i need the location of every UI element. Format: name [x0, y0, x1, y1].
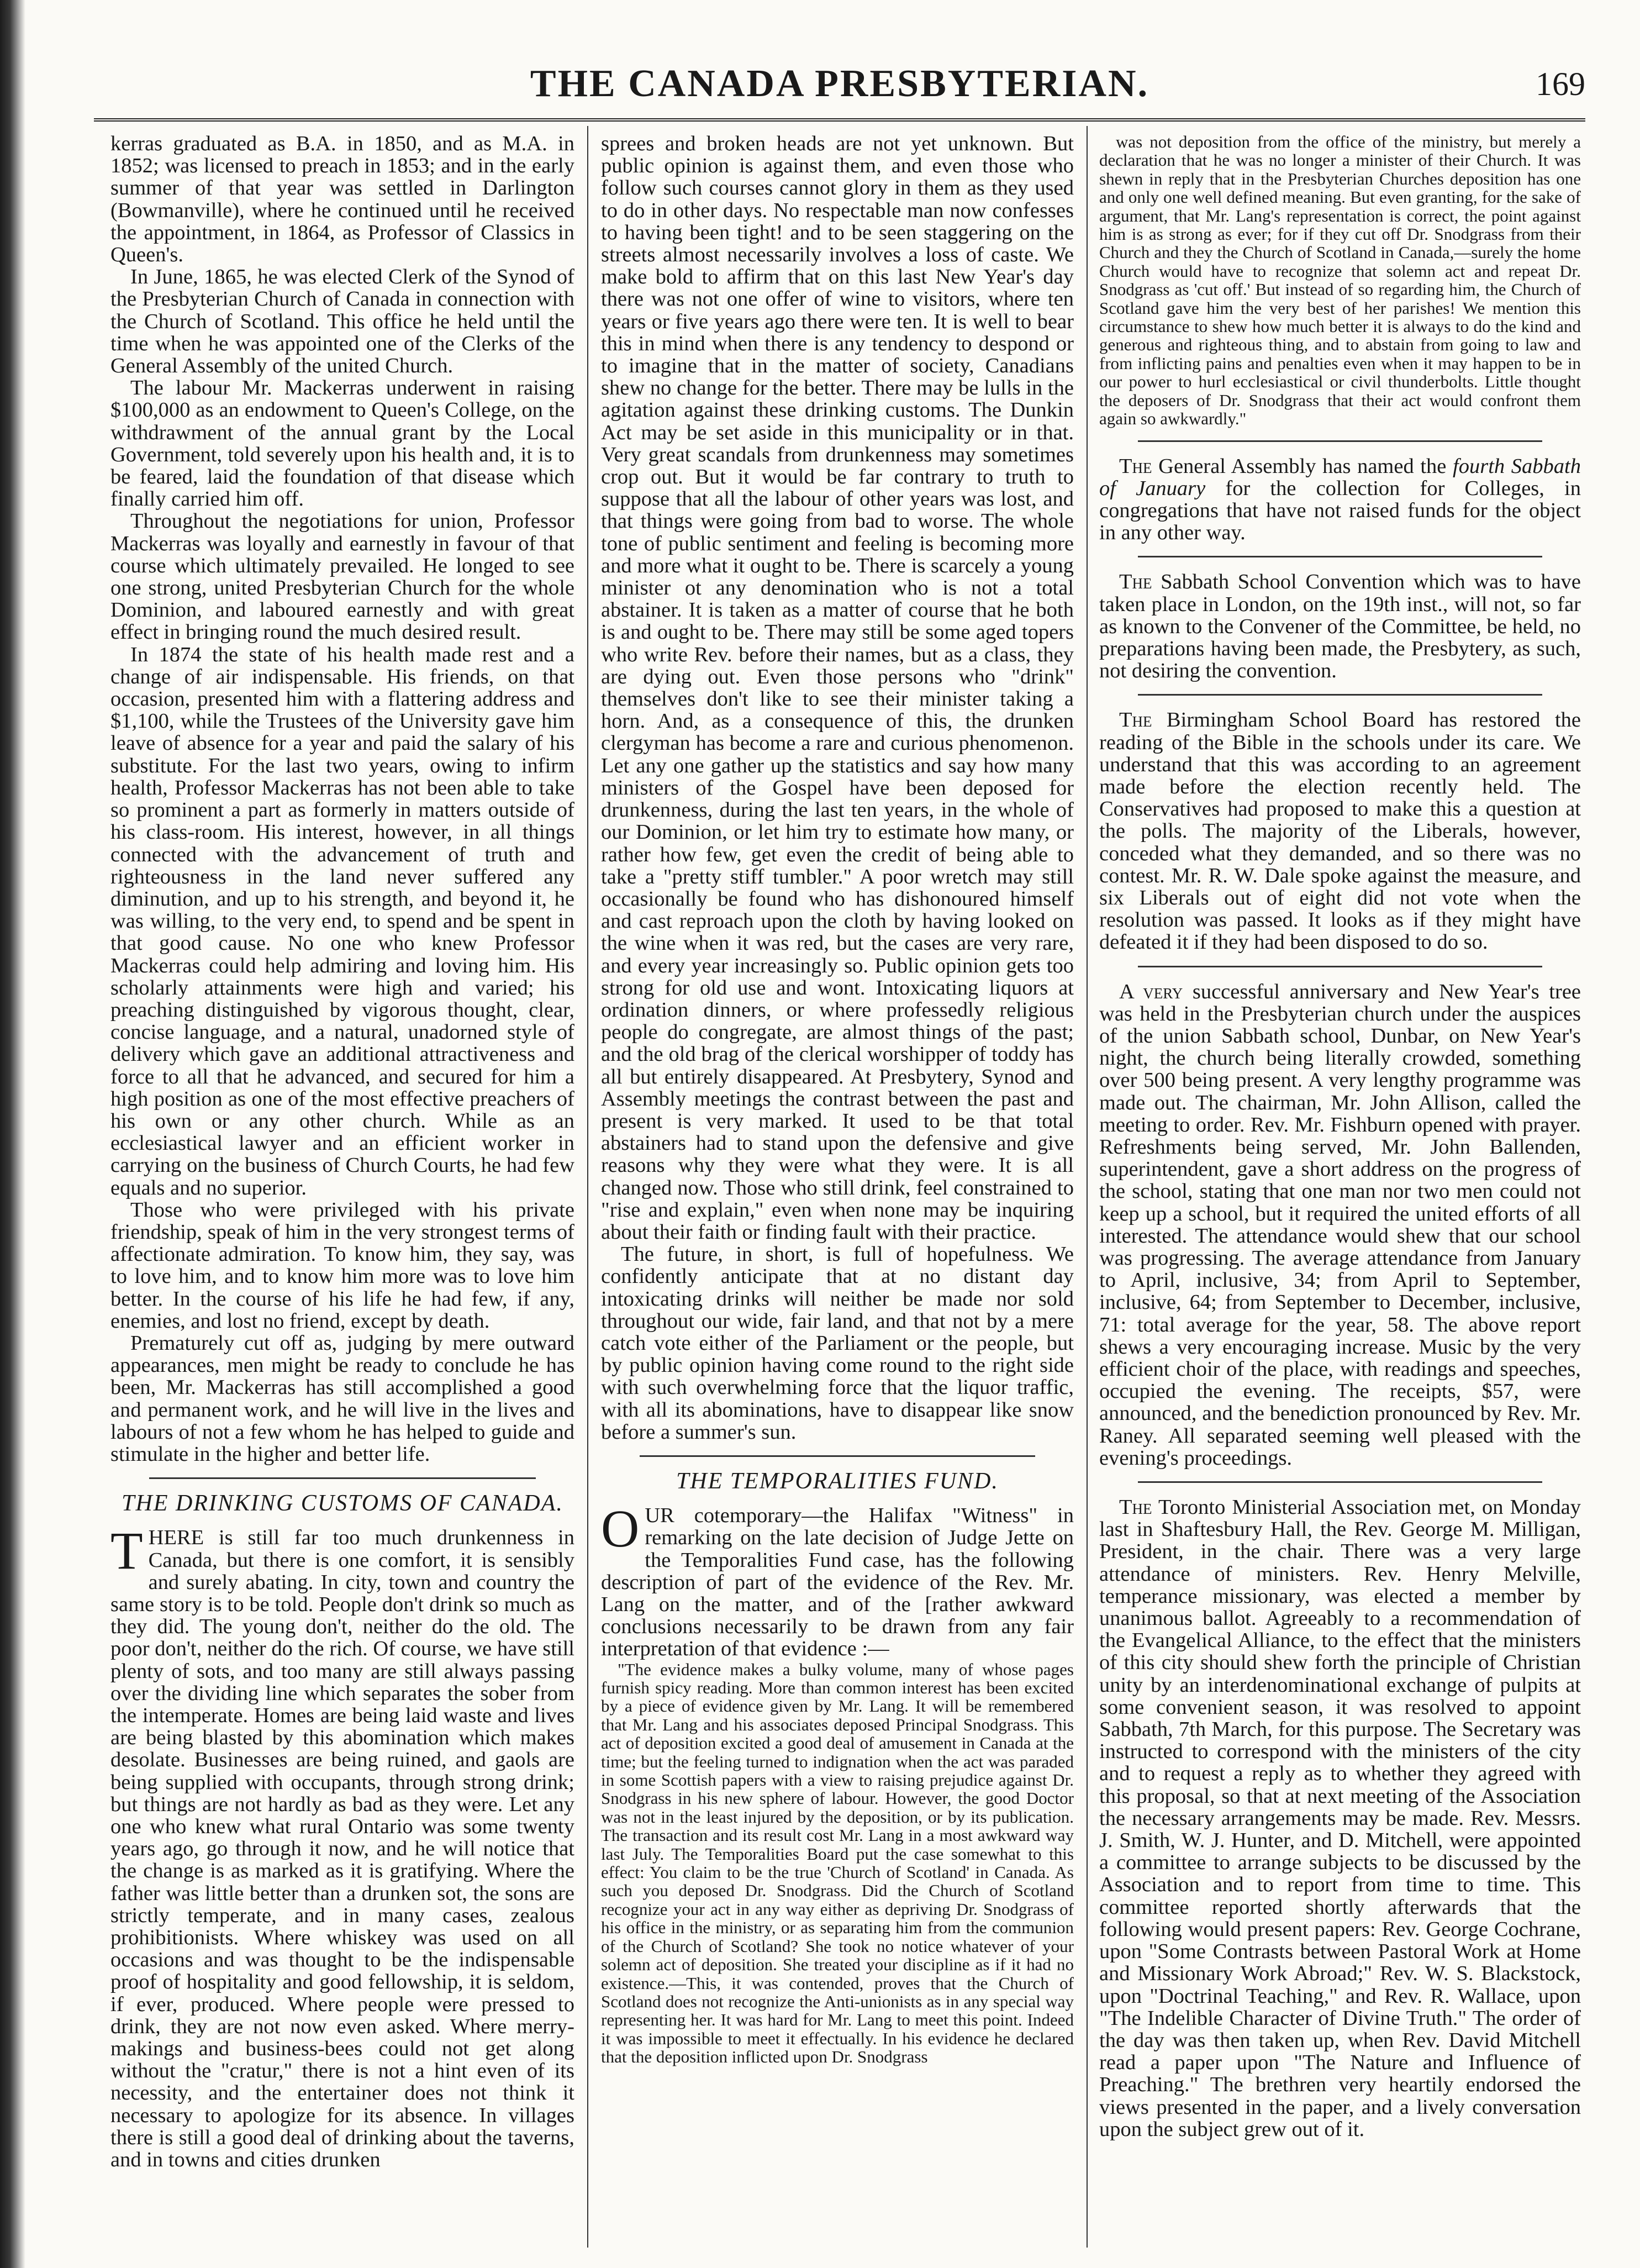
news-text: General Assembly has named the [1152, 454, 1453, 478]
lead-word: The [1119, 708, 1152, 732]
article-paragraph: The labour Mr. Mackerras underwent in raising $100,000 as an endowment to Queen's College, on the withdrawment of the annual grant by the Local Government, told severely upon his health and, it is to be feared, laid the foundation of that disease which finally carried him off. [110, 376, 574, 511]
column-2 [601, 133, 1074, 2066]
page-binding-edge [0, 0, 25, 2268]
lead-word: The [1119, 570, 1152, 594]
news-text: Toronto Ministerial Association met, on Monday last in Shaftesbury Hall, the Rev. George M. Milligan, President, in the chair. There was a very large attendance of ministers. Rev. Henry Melville, temperance missionary, was elected a member by unanimous ballot. Agreeably to a recommendation of the Evangelical Alliance, to the effect that the ministers of this city should shew forth the principle of Christian unity by an interdenominational exchange of pulpits at some convenient season, it was resolved to appoint Sabbath, 7th March, for this purpose. The Secretary was instructed to correspond with the ministers of the city and to request a reply as to whether they agreed with this proposal, so that at next meeting of the Association the necessary arrangements may be made. Rev. Messrs. J. Smith, W. J. Hunter, and D. Mitchell, were appointed a committee to arrange subjects to be discussed by the Association and to report from time to time. This committee reported shortly afterwards that the following would present papers: Rev. George Cochrane, upon "Some Contrasts between Pastoral Work at Home and Missionary Work Abroad;" Rev. W. S. Blackstock, upon "Doctrinal Teaching," and Rev. R. Wallace, upon "The Indelible Character of Divine Truth." The order of the day was then taken up, when Rev. David Mitchell read a paper upon "The Nature and Influence of Preaching." The brethren very heartily endorsed the views presented in the paper, and a lively conversation upon the subject grew out of it. [1099, 1496, 1581, 2141]
article-paragraph: Those who were privileged with his private friendship, speak of him in the very strongest terms of affectionate admiration. To know him, they say, was to love him, and to know him more was to love him better. In the course of his life he had few, if any, enemies, and lost no friend, except by death. [110, 1198, 574, 1333]
section-divider [1138, 556, 1542, 557]
lead-word: The [1119, 454, 1152, 478]
news-text: for the collection for Colleges, in congregations that have not raised funds for the object in any other way. [1099, 476, 1581, 545]
lead-word: The [1119, 1496, 1152, 1519]
news-item [1099, 709, 1581, 953]
column-rule [1087, 126, 1088, 2248]
drop-cap: O [601, 1499, 640, 1559]
column-rule [587, 126, 588, 2248]
article-paragraph: kerras graduated as B.A. in 1850, and as M.A. in 1852; was licensed to preach in 1853; and in the early summer of that year was settled in Darlington (Bowmanville), where he continued until he received the appointment, in 1864, as Professor of Classics in Queen's. [110, 132, 574, 267]
article-paragraph [601, 1499, 1074, 1661]
block-quote: was not deposition from the office of the ministry, but merely a declaration that he was no longer a minister of their Church. It was shewn in reply that in the Presbyterian Churches deposition has one and only one well defined meaning. But even granting, for the sake of argument, that Mr. Lang's representation is correct, the point against him is as strong as ever; for if they cut off Dr. Snodgrass from their Church and they the Church of Scotland in Canada,—surely the home Church would have to recognize that solemn act and repeat Dr. Snodgrass as 'cut off.' But instead of so regarding him, the Church of Scotland gave him the very best of her parishes! We mention this circumstance to shew how much better it is always to do the kind and generous and righteous thing, and to abstain from going to law and from inflicting pains and penalties even when it may happen to be in our power to hurl ecclesiastical or civil thunderbolts. Little thought the deposers of Dr. Snodgrass that their act would confront them again so awkwardly." [1099, 132, 1581, 429]
article-paragraph: In June, 1865, he was elected Clerk of the Synod of the Presbyterian Church of Canada in connection with the Church of Scotland. This office he held until the time when he was appointed one of the Clerks of the General Assembly of the united Church. [110, 265, 574, 378]
article-paragraph: In 1874 the state of his health made rest and a change of air indispensable. His friends, on that occasion, presented him with a flattering address and $1,100, while the Trustees of the University gave him leave of absence for a year and paid the salary of his substitute. For the last two years, owing to infirm health, Professor Mackerras has not been able to take so prominent a part as formerly in matters outside of his class-room. His interest, however, in all things connected with the advancement of truth and righteousness in the land never suffered any diminution, and up to his strength, and beyond it, he was willing, to the very end, to spend and be spent in that good cause. No one who knew Professor Mackerras could help admiring and loving him. His scholarly attainments were high and varied; his preaching distinguished by vigorous thought, clear, concise language, and a natural, unadorned style of delivery which gave an additional attractiveness and force to all that he advanced, and secured for him a high position as one of the most effective preachers of his own or any other church. While as an ecclesiastical lawyer and an efficient worker in carrying on the business of Church Courts, he had few equals and no superior. [110, 643, 574, 1199]
column-1 [110, 133, 574, 2171]
article-text: HERE is still far too much drunkenness in Canada, but there is one comfort, it is sensibly and surely abating. In city, town and country the same story is to be told. People don't drink so much as they did. The young don't, neither do the old. The poor don't, neither do the rich. Of course, we have still plenty of sots, and too many are still always passing over the dividing line which separates the sober from the intemperate. Homes are being laid waste and lives are being blasted by this abomination which makes desolate. Businesses are being ruined, and gaols are being supplied with occupants, through strong drink; but things are not hardly as bad as they were. Let any one who knew what rural Ontario was some twenty years ago, go through it now, and he will notice that the change is as marked as it is gratifying. Where the father was little better than a drunken sot, the sons are strictly temperate, and in many cases, zealous prohibitionists. Where whiskey was used on all occasions and was thought to be the indispensable proof of hospitality and good fellowship, it is seldom, if ever, produced. Where people were pressed to drink, they are not now even asked. Where merry-makings and business-bees could not get along without the "cratur," there is not a hint even of its necessity, and the entertainer does not think it necessary to apologize for its absence. In villages there is still a good deal of drinking about the taverns, and in towns and cities drunken [110, 1526, 574, 2172]
article-heading: THE TEMPORALITIES FUND. [676, 1468, 999, 1494]
page-number: 169 [1536, 66, 1585, 102]
news-item [1099, 455, 1581, 544]
lead-word: A very [1119, 980, 1183, 1003]
block-quote: "The evidence makes a bulky volume, many of whose pages furnish spicy reading. More than common interest has been excited by a piece of evidence given by Mr. Lang. It will be remembered that Mr. Lang and his associates deposed Principal Snodgrass. This act of deposition excited a good deal of amusement in Canada at the time; but the feeling turned to indignation when the act was paraded in some Scottish papers with a view to raising prejudice against Dr. Snodgrass in his new sphere of labour. However, the good Doctor was not in the least injured by the deposition, or by its publication. The transaction and its result cost Mr. Lang in a most awkward way last July. The Temporalities Board put the case somewhat to this effect: You claim to be the true 'Church of Scotland' in Canada. As such you deposed Dr. Snodgrass. Did the Church of Scotland recognize your act in any way either as depriving Dr. Snodgrass of his office in the ministry, or as separating him from the communion of the Church of Scotland? She took no notice whatever of your solemn act of deposition. She treated your discipline as if it had no existence.—This, it was contended, proves that the Church of Scotland does not recognize the Anti-unionists as in any special way representing her. It was hard for Mr. Lang to meet this point. Indeed it was impossible to meet it effectually. In his evidence he declared that the deposition inflicted upon Dr. Snodgrass [601, 1659, 1074, 2067]
news-item [1099, 1496, 1581, 2140]
section-divider [1138, 966, 1542, 967]
news-item [1099, 981, 1581, 1469]
column-3 [1099, 133, 1581, 2140]
article-paragraph: sprees and broken heads are not yet unknown. But public opinion is against them, and even those who follow such courses cannot glory in them as they used to do in other days. No respectable man now confesses to having been tight! and to be seen staggering on the streets almost necessarily involves a loss of caste. We make bold to affirm that on this last New Year's day there was not one offer of wine to visitors, where ten years or five years ago there were ten. It is well to bear this in mind when there is any tendency to despond or to imagine that in the matter of society, Canadians shew no change for the better. There may be lulls in the agitation against these drinking customs. The Dunkin Act may be set aside in this municipality or in that. Very great scandals from drunkenness may sometimes crop out. But it would be far contrary to truth to suppose that all the labour of other years was lost, and that things were going from bad to worse. The whole tone of public sentiment and feeling is becoming more and more what it ought to be. There is scarcely a young minister ot any denomination who is not a total abstainer. It is taken as a matter of course that he both is and ought to be. There may still be some aged topers who write Rev. before their names, but as a class, they are dying out. Even those persons who "drink" themselves don't like to see their minister taking a horn. And, as a consequence of this, the drunken clergyman has become a rare and curious phenomenon. Let any one gather up the statistics and say how many ministers of the Gospel have been deposed for drunkenness, during the last ten years, in the whole of our Dominion, or let him try to estimate how many, or rather how few, get even the credit of being able to take a "pretty stiff tumbler." A poor wretch may still occasionally be found who has dishonoured himself and cast reproach upon the cloth by having looked on the wine when it was red, but the cases are very rare, and every year increasingly so. Public opinion gets too strong for old use and wont. Intoxicating liquors at ordination dinners, or where professedly religious people do congregate, are almost things of the past; and the old brag of the clerical worshipper of toddy has all but entirely disappeared. At Presbytery, Synod and Assembly meetings the contrast between the past and present is very marked. It used to be that total abstainers had to stand upon the defensive and give reasons why they were what they were. It is all changed now. Those who still drink, feel constrained to "rise and explain," even when none may be inquiring about their faith or finding fault with their practice. [601, 132, 1074, 1244]
masthead-title: THE CANADA PRESBYTERIAN. [530, 62, 1149, 105]
section-divider [1138, 694, 1542, 696]
article-text: UR cotemporary—the Halifax "Witness" in remarking on the late decision of Judge Jette on the Temporalities Fund case, has the following description of part of the evidence of the Rev. Mr. Lang on the matter, and of the [rather awkward conclusions necessarily to be drawn from any fair interpretation of that evidence :— [601, 1504, 1074, 1661]
section-divider [1138, 1481, 1542, 1483]
drop-cap: T [110, 1521, 143, 1581]
news-text: successful anniversary and New Year's tree was held in the Presbyterian church under the auspices of the union Sabbath school, Dunbar, on New Year's night, the church being literally crowded, something over 500 being present. A very lengthy programme was made out. The chairman, Mr. John Allison, called the meeting to order. Rev. Mr. Fishburn opened with prayer. Refreshments being served, Mr. John Ballenden, superintendent, gave a short address on the progress of the school, stating that one man nor two men could not keep up a school, but it required the united efforts of all interested. The attendance would shew that our school was progressing. The average attendance from January to April, inclusive, 34; from April to September, inclusive, 64; from September to December, inclusive, 71: total average for the year, 58. The above report shews a very encouraging increase. Music by the very efficient choir of the place, with readings and speeches, occupied the evening. The receipts, $57, were announced, and the benediction pronounced by Rev. Mr. Raney. All separated seeming well pleased with the evening's proceedings. [1099, 980, 1581, 1470]
article-paragraph: The future, in short, is full of hopefulness. We confidently anticipate that at no distant day intoxicating drinks will neither be made nor sold throughout our wide, fair land, and that not by a mere catch vote either of the Parliament or the people, but by public opinion having come round to the right side with such overwhelming force that the liquor traffic, with all its abominations, have to disappear like snow before a summer's sun. [601, 1243, 1074, 1444]
article-heading: THE DRINKING CUSTOMS OF CANADA. [122, 1491, 563, 1517]
news-text: Sabbath School Convention which was to have taken place in London, on the 19th inst., will not, so far as known to the Convener of the Committee, be held, no preparations having been made, the Presbytery, as such, not desiring the convention. [1099, 570, 1581, 683]
article-paragraph [110, 1521, 574, 2172]
article-paragraph: Throughout the negotiations for union, Professor Mackerras was loyally and earnestly in favour of that course which ultimately prevailed. He longed to see one strong, united Presbyterian Church for the whole Dominion, and laboured earnestly and with great effect in bringing round the much desired result. [110, 509, 574, 644]
news-item [1099, 571, 1581, 682]
section-divider [640, 1455, 1035, 1457]
news-text: Birmingham School Board has restored the reading of the Bible in the schools under its care. We understand that this was according to an agreement made before the election recently held. The Conservatives had proposed to make this a question at the polls. The majority of the Liberals, however, conceded what they demanded, and so there was no contest. Mr. R. W. Dale spoke against the measure, and six Liberals out of eight did not vote when the resolution was passed. It looks as if they might have defeated it if they had been disposed to do so. [1099, 708, 1581, 954]
news-text-emphasis: fourth Sabbath of January [1099, 454, 1581, 500]
masthead [94, 62, 1585, 117]
article-paragraph: Prematurely cut off as, judging by mere outward appearances, men might be ready to conclude he has been, Mr. Mackerras has still accomplished a good and permanent work, and he will live in the lives and labours of not a few whom he has helped to guide and stimulate in the higher and better life. [110, 1331, 574, 1466]
section-divider [149, 1477, 536, 1479]
masthead-rule [94, 118, 1585, 122]
section-divider [1138, 440, 1542, 442]
